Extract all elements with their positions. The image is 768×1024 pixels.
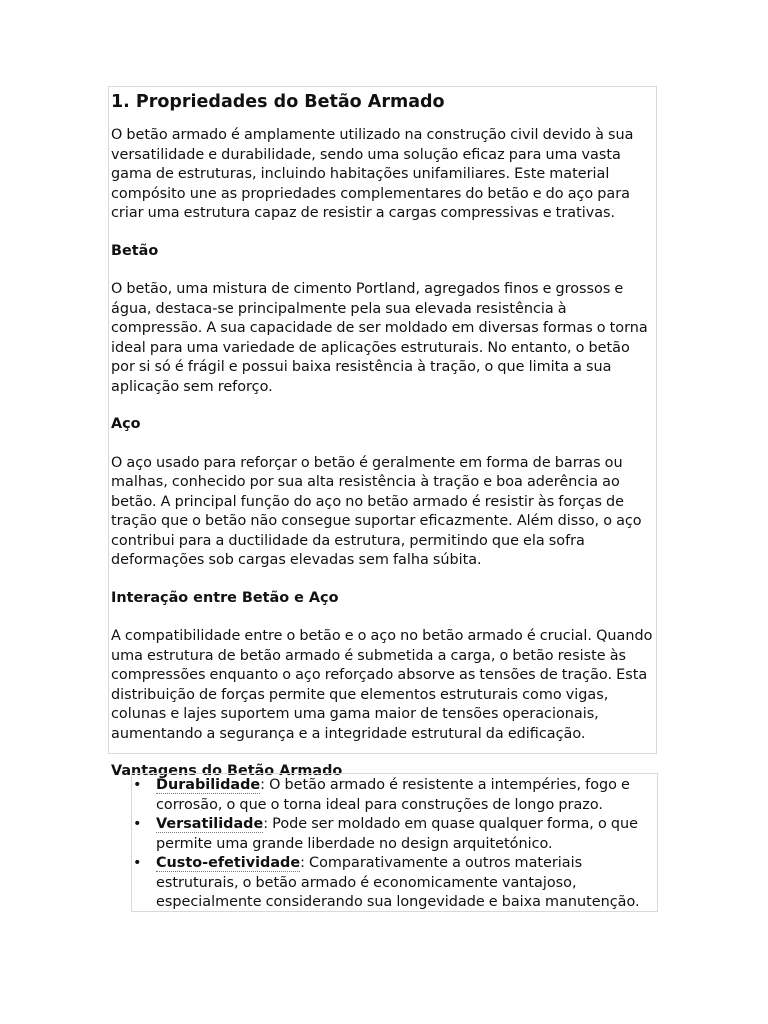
bullet-icon: • bbox=[133, 777, 142, 793]
heading-interacao: Interação entre Betão e Aço bbox=[111, 589, 339, 606]
list-item-text: : O betão armado é resistente a intempéries, fogo e corrosão, o que o torna ideal para construções de longo prazo. bbox=[156, 777, 630, 813]
heading-betao: Betão bbox=[111, 242, 159, 259]
paragraph-aco: O aço usado para reforçar o betão é geralmente em forma de barras ou malhas, conhecido por sua alta resistência à tração e boa aderência ao betão. A principal função do aço no betão armado é resistir às forças de tração que o betão não consegue suportar eficazmente. Além disso, o aço contribui para a ductilidade da estrutura, permitindo que ela sofra deformações sob cargas elevadas sem falha súbita. bbox=[111, 454, 642, 568]
list-item-text: : Comparativamente a outros materiais estruturais, o betão armado é economicamente vantajoso, especialmente considerando sua longevidade e baixa manutenção. bbox=[156, 855, 640, 910]
list-item bbox=[132, 815, 647, 854]
intro-paragraph: O betão armado é amplamente utilizado na construção civil devido à sua versatilidade e durabilidade, sendo uma solução eficaz para uma vasta gama de estruturas, incluindo habitações unifamiliares. Este material compósito une as propriedades complementares do betão e do aço para criar uma estrutura capaz de resistir a cargas compressivas e trativas. bbox=[111, 127, 634, 221]
bullet-icon: • bbox=[133, 816, 142, 832]
bullet-icon: • bbox=[133, 855, 142, 871]
term-durabilidade[interactable]: Durabilidade bbox=[156, 777, 261, 793]
advantages-list bbox=[131, 773, 658, 912]
paragraph-interacao: A compatibilidade entre o betão e o aço no betão armado é crucial. Quando uma estrutura de betão armado é submetida a carga, o betão resiste às compressões enquanto o aço reforçado absorve as tensões de tração. Esta distribuição de forças permite que elementos estruturais como vigas, colunas e lajes suportem uma gama maior de tensões operacionais, aumentando a segurança e a integridade estrutural da edificação. bbox=[111, 628, 653, 742]
section-title: 1. Propriedades do Betão Armado bbox=[111, 92, 445, 112]
list-item-text: : Pode ser moldado em quase qualquer forma, o que permite uma grande liberdade no design arquitetónico. bbox=[156, 816, 638, 852]
heading-vantagens: Vantagens do Betão Armado bbox=[111, 763, 343, 779]
list-item bbox=[132, 854, 647, 913]
document-section bbox=[108, 86, 657, 779]
term-custo-efetividade[interactable]: Custo-efetividade bbox=[156, 855, 301, 871]
paragraph-betao: O betão, uma mistura de cimento Portland, agregados finos e grossos e água, destaca-se principalmente pela sua elevada resistência à compressão. A sua capacidade de ser moldado em diversas formas o torna ideal para uma variedade de aplicações estruturais. No entanto, o betão por si só é frágil e possui baixa resistência à tração, o que limita a sua aplicação sem reforço. bbox=[111, 281, 648, 395]
heading-aco: Aço bbox=[111, 416, 141, 432]
list-item bbox=[132, 776, 647, 815]
term-versatilidade[interactable]: Versatilidade bbox=[156, 816, 264, 832]
